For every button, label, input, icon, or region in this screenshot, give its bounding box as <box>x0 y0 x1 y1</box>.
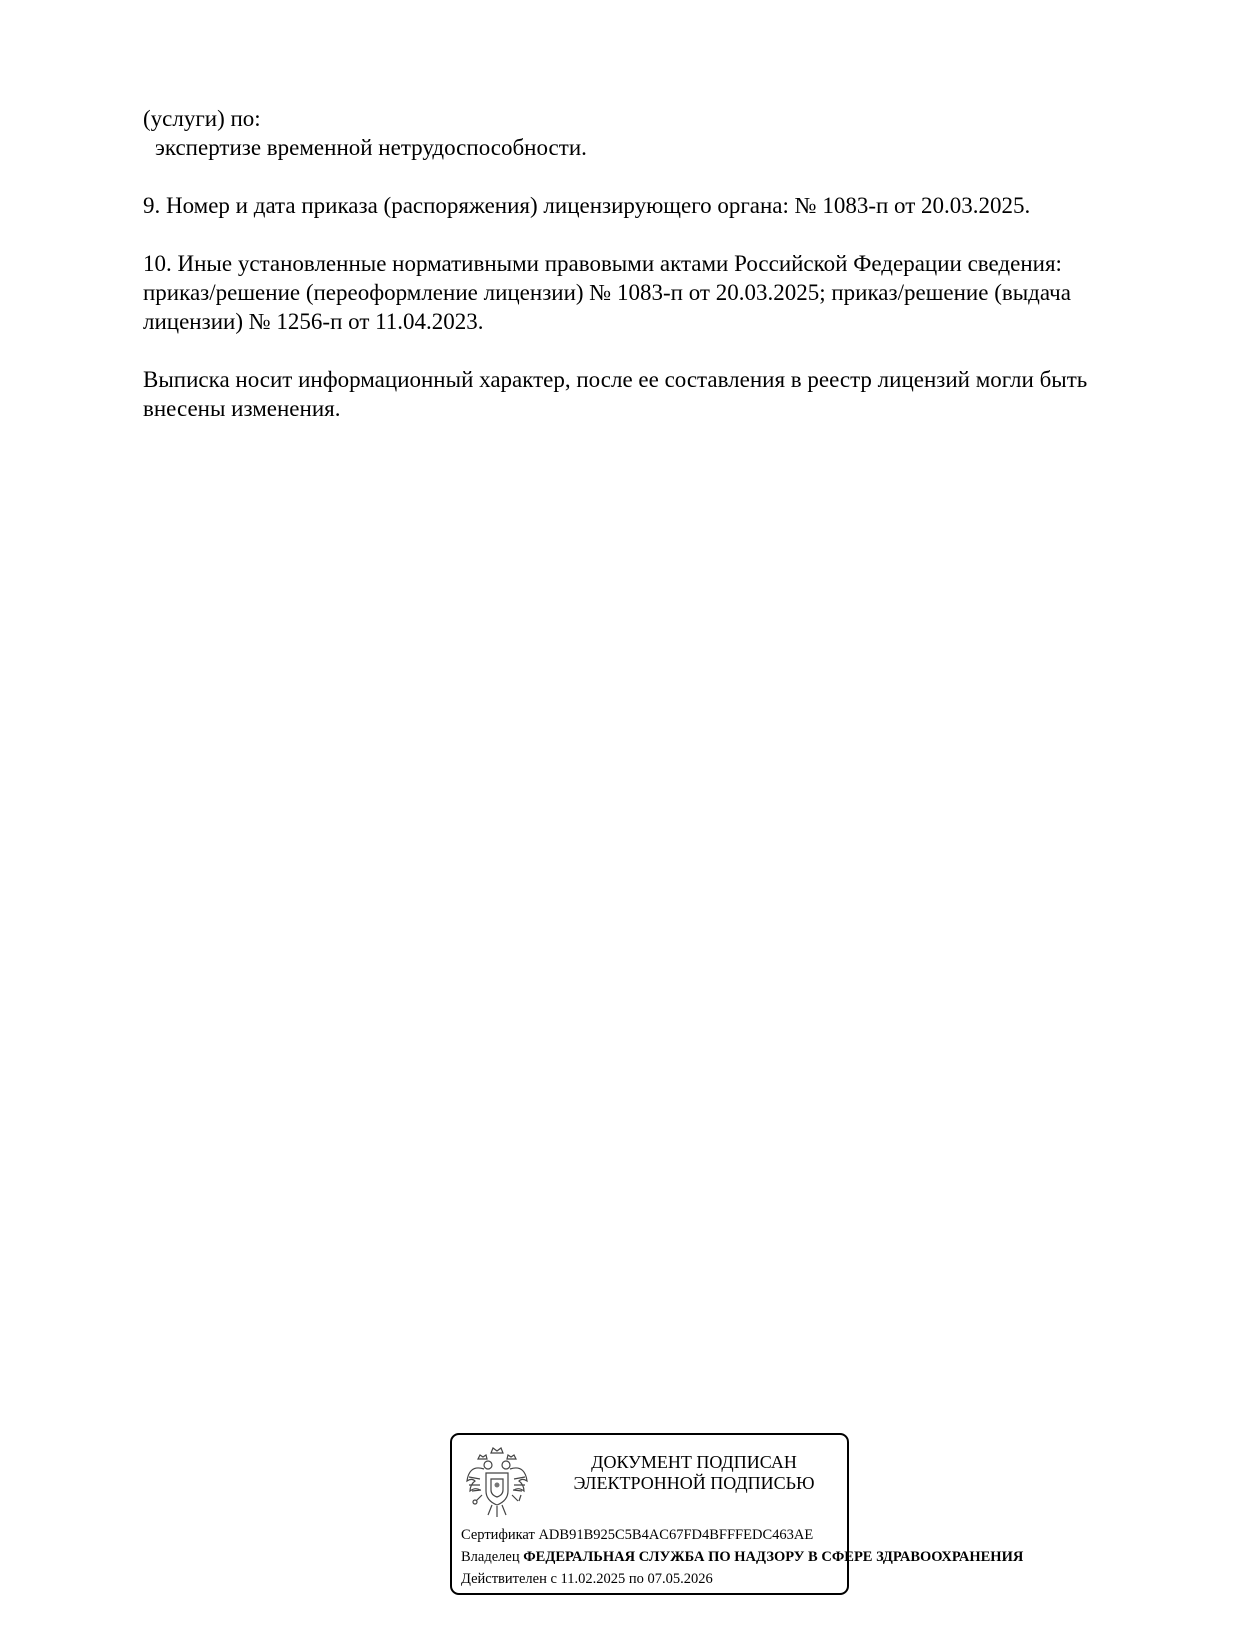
certificate-value: ADB91B925C5B4AC67FD4BFFFEDC463AE <box>538 1527 814 1543</box>
owner-label: Владелец <box>461 1549 520 1565</box>
certificate-label: Сертификат <box>461 1527 535 1543</box>
owner-row <box>461 1549 1023 1566</box>
item-9-text: 9. Номер и дата приказа (распоряжения) лицензирующего органа: № 1083-п от 20.03.2025. <box>143 193 1031 218</box>
stamp-header-line-1: ДОКУМЕНТ ПОДПИСАН <box>591 1452 797 1472</box>
owner-value: ФЕДЕРАЛЬНАЯ СЛУЖБА ПО НАДЗОРУ В СФЕРЕ ЗДРАВООХРАНЕНИЯ <box>523 1549 1024 1565</box>
validity-row: Действителен с 11.02.2025 по 07.05.2026 <box>461 1571 713 1587</box>
certificate-row <box>461 1527 813 1544</box>
info-note-line-2: внесены изменения. <box>143 396 341 421</box>
services-item-text: экспертизе временной нетрудоспособности. <box>155 135 587 160</box>
info-note-line-1: Выписка носит информационный характер, после ее составления в реестр лицензий могли быть <box>143 367 1088 392</box>
services-intro-text: (услуги) по: <box>143 106 261 131</box>
electronic-signature-stamp <box>450 1433 1024 1595</box>
item-10-line-1: 10. Иные установленные нормативными правовыми актами Российской Федерации сведения: <box>143 251 1062 276</box>
russian-coat-of-arms-icon <box>464 1443 530 1521</box>
item-10-line-2: приказ/решение (переоформление лицензии) № 1083-п от 20.03.2025; приказ/решение (выдача <box>143 280 1071 305</box>
item-10-line-3: лицензии) № 1256-п от 11.04.2023. <box>143 309 484 334</box>
stamp-header-line-2: ЭЛЕКТРОННОЙ ПОДПИСЬЮ <box>573 1473 815 1493</box>
document-body <box>143 104 1143 423</box>
stamp-header <box>544 1452 844 1494</box>
